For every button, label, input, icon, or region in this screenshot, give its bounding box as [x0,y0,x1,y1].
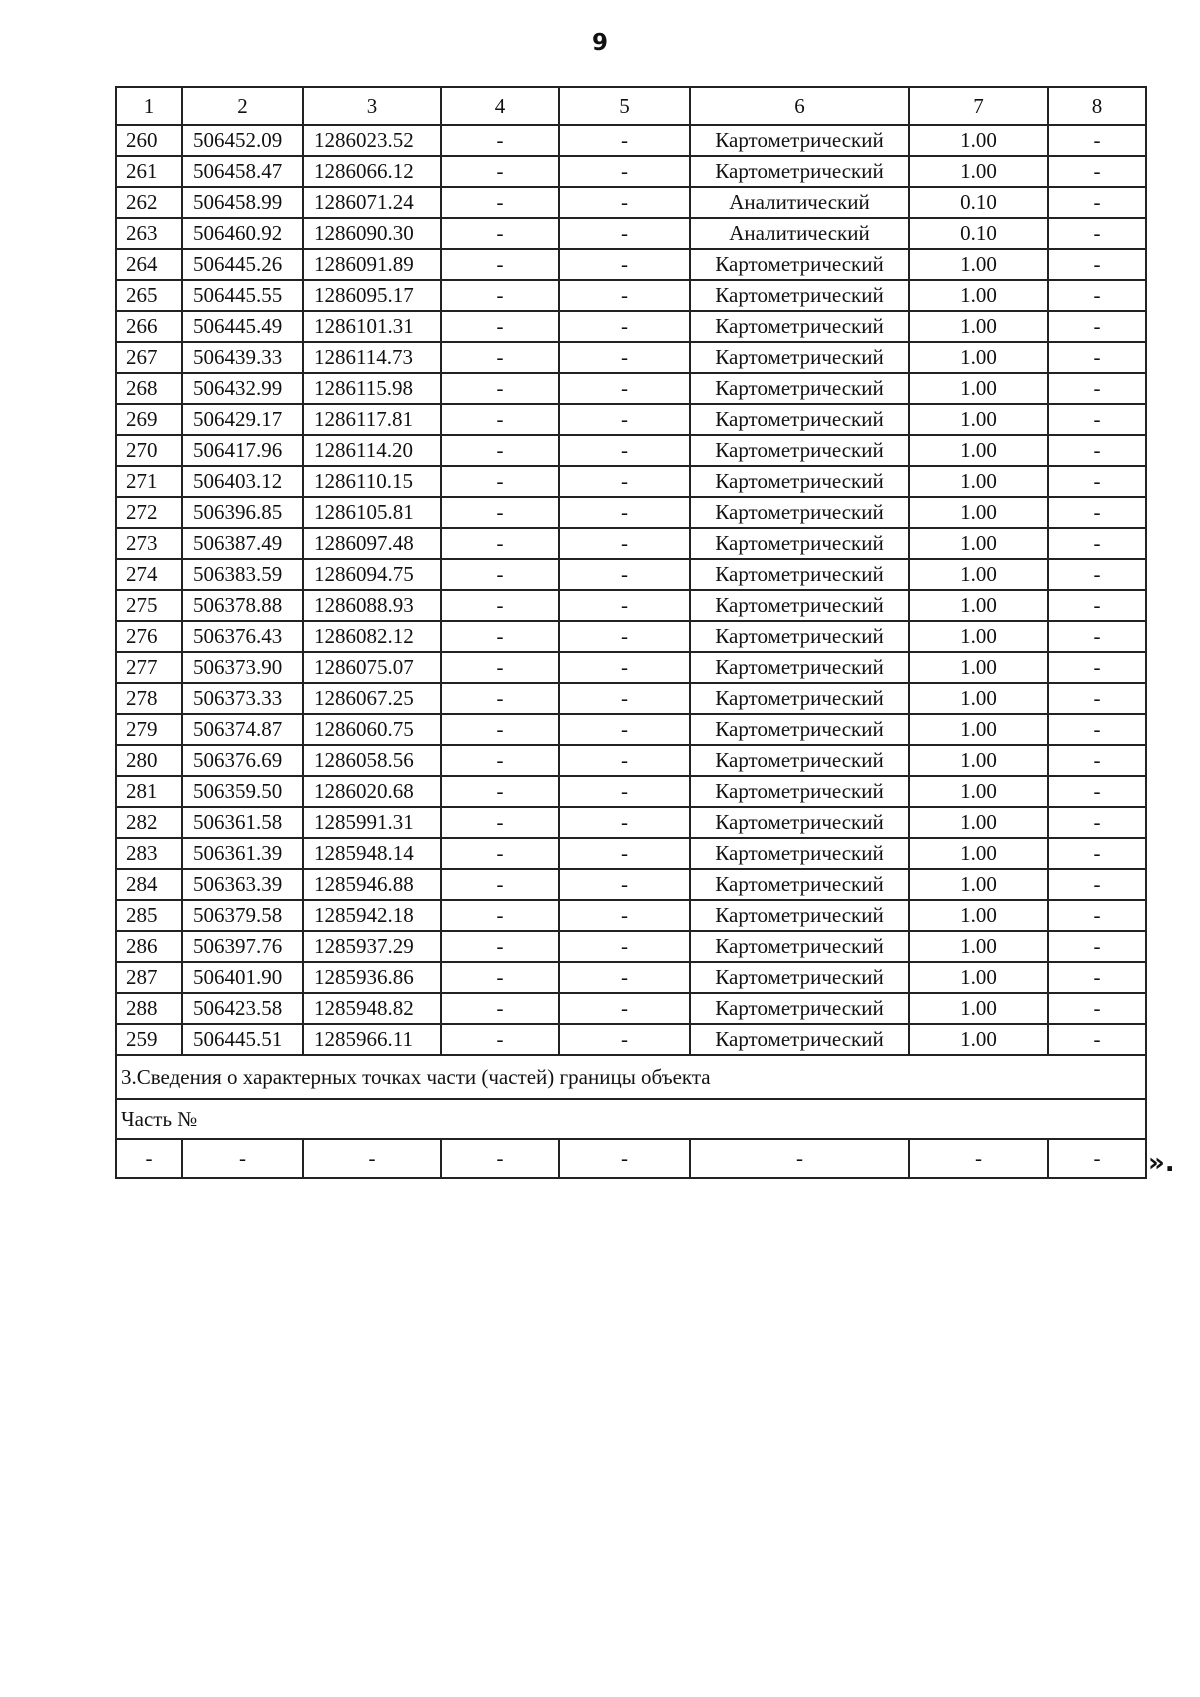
cell-accuracy: 0.10 [909,218,1048,249]
cell-point-number: 271 [116,466,182,497]
part-label: Часть № [116,1099,1146,1139]
cell-col-4: - [441,745,559,776]
cell-col-8: - [1048,156,1146,187]
cell-y-coordinate: 1286023.52 [303,125,441,156]
table-row [116,869,1146,900]
cell-y-coordinate: 1286090.30 [303,218,441,249]
cell-y-coordinate: 1286067.25 [303,683,441,714]
cell-y-coordinate: 1285991.31 [303,807,441,838]
cell-y-coordinate: 1286101.31 [303,311,441,342]
cell-col-5: - [559,590,690,621]
cell-method: Картометрический [690,900,909,931]
cell-point-number: 285 [116,900,182,931]
cell-col-4: - [441,993,559,1024]
column-header: 3 [303,87,441,125]
cell-col-8: - [1048,125,1146,156]
table-row [116,776,1146,807]
cell-method: Картометрический [690,125,909,156]
column-header: 7 [909,87,1048,125]
table-row [116,962,1146,993]
cell-method: Картометрический [690,156,909,187]
cell-col-8: - [1048,714,1146,745]
cell-col-8: - [1048,590,1146,621]
cell-col-4: - [441,962,559,993]
cell-method: Картометрический [690,745,909,776]
cell-col-8: - [1048,621,1146,652]
cell-col-5: - [559,683,690,714]
empty-cell: - [441,1139,559,1178]
cell-col-5: - [559,218,690,249]
cell-x-coordinate: 506417.96 [182,435,303,466]
cell-x-coordinate: 506445.51 [182,1024,303,1055]
cell-y-coordinate: 1285942.18 [303,900,441,931]
cell-y-coordinate: 1285948.82 [303,993,441,1024]
cell-accuracy: 1.00 [909,528,1048,559]
cell-col-5: - [559,342,690,373]
cell-method: Картометрический [690,714,909,745]
table-row [116,466,1146,497]
table-row [116,187,1146,218]
column-header: 5 [559,87,690,125]
cell-col-8: - [1048,311,1146,342]
cell-method: Картометрический [690,838,909,869]
cell-x-coordinate: 506445.49 [182,311,303,342]
cell-y-coordinate: 1286110.15 [303,466,441,497]
cell-accuracy: 1.00 [909,404,1048,435]
cell-col-5: - [559,745,690,776]
cell-col-5: - [559,435,690,466]
cell-x-coordinate: 506361.39 [182,838,303,869]
cell-y-coordinate: 1285936.86 [303,962,441,993]
cell-col-8: - [1048,683,1146,714]
cell-point-number: 286 [116,931,182,962]
cell-y-coordinate: 1285966.11 [303,1024,441,1055]
cell-accuracy: 1.00 [909,714,1048,745]
cell-col-5: - [559,900,690,931]
cell-method: Картометрический [690,373,909,404]
cell-method: Картометрический [690,683,909,714]
cell-point-number: 270 [116,435,182,466]
cell-point-number: 272 [116,497,182,528]
cell-x-coordinate: 506460.92 [182,218,303,249]
cell-accuracy: 1.00 [909,931,1048,962]
table-row [116,435,1146,466]
cell-col-8: - [1048,807,1146,838]
cell-col-5: - [559,869,690,900]
cell-col-5: - [559,776,690,807]
cell-point-number: 269 [116,404,182,435]
cell-col-5: - [559,466,690,497]
cell-x-coordinate: 506429.17 [182,404,303,435]
empty-row [116,1139,1146,1178]
cell-y-coordinate: 1286117.81 [303,404,441,435]
cell-method: Картометрический [690,807,909,838]
cell-col-8: - [1048,993,1146,1024]
cell-col-4: - [441,838,559,869]
cell-col-5: - [559,993,690,1024]
cell-x-coordinate: 506445.26 [182,249,303,280]
table-row [116,807,1146,838]
cell-y-coordinate: 1286115.98 [303,373,441,404]
part-row [116,1099,1146,1139]
cell-method: Картометрический [690,249,909,280]
cell-col-4: - [441,776,559,807]
cell-x-coordinate: 506378.88 [182,590,303,621]
table-row [116,342,1146,373]
cell-col-5: - [559,249,690,280]
cell-accuracy: 1.00 [909,373,1048,404]
cell-col-5: - [559,962,690,993]
cell-accuracy: 1.00 [909,776,1048,807]
cell-accuracy: 1.00 [909,559,1048,590]
cell-accuracy: 1.00 [909,652,1048,683]
cell-col-4: - [441,435,559,466]
cell-col-4: - [441,311,559,342]
empty-cell: - [559,1139,690,1178]
cell-col-8: - [1048,652,1146,683]
cell-point-number: 266 [116,311,182,342]
cell-col-4: - [441,249,559,280]
cell-method: Картометрический [690,528,909,559]
table-row [116,838,1146,869]
cell-method: Картометрический [690,311,909,342]
cell-y-coordinate: 1285946.88 [303,869,441,900]
cell-x-coordinate: 506373.90 [182,652,303,683]
cell-col-4: - [441,807,559,838]
cell-y-coordinate: 1286088.93 [303,590,441,621]
cell-point-number: 263 [116,218,182,249]
cell-x-coordinate: 506396.85 [182,497,303,528]
cell-col-8: - [1048,435,1146,466]
cell-x-coordinate: 506376.69 [182,745,303,776]
section-row [116,1055,1146,1099]
empty-cell: - [1048,1139,1146,1178]
cell-method: Картометрический [690,435,909,466]
cell-col-8: - [1048,900,1146,931]
table-row [116,1024,1146,1055]
cell-col-8: - [1048,962,1146,993]
cell-y-coordinate: 1285948.14 [303,838,441,869]
table-row [116,714,1146,745]
cell-accuracy: 1.00 [909,869,1048,900]
cell-col-4: - [441,342,559,373]
cell-col-4: - [441,373,559,404]
cell-col-8: - [1048,869,1146,900]
cell-x-coordinate: 506361.58 [182,807,303,838]
cell-col-5: - [559,559,690,590]
cell-col-8: - [1048,497,1146,528]
cell-accuracy: 1.00 [909,466,1048,497]
page-number: 9 [591,30,608,56]
table-row [116,559,1146,590]
cell-col-8: - [1048,280,1146,311]
cell-col-4: - [441,497,559,528]
cell-accuracy: 1.00 [909,962,1048,993]
cell-method: Аналитический [690,187,909,218]
cell-col-5: - [559,528,690,559]
cell-y-coordinate: 1286060.75 [303,714,441,745]
table-row [116,621,1146,652]
cell-method: Картометрический [690,466,909,497]
table-row [116,156,1146,187]
cell-x-coordinate: 506403.12 [182,466,303,497]
empty-cell: - [116,1139,182,1178]
cell-col-5: - [559,404,690,435]
cell-method: Картометрический [690,280,909,311]
cell-point-number: 282 [116,807,182,838]
cell-point-number: 261 [116,156,182,187]
cell-col-8: - [1048,1024,1146,1055]
cell-method: Картометрический [690,590,909,621]
cell-col-8: - [1048,745,1146,776]
column-header: 2 [182,87,303,125]
cell-y-coordinate: 1286066.12 [303,156,441,187]
cell-accuracy: 1.00 [909,683,1048,714]
cell-col-8: - [1048,838,1146,869]
cell-accuracy: 1.00 [909,280,1048,311]
cell-x-coordinate: 506432.99 [182,373,303,404]
cell-y-coordinate: 1286020.68 [303,776,441,807]
cell-col-5: - [559,125,690,156]
cell-col-8: - [1048,373,1146,404]
cell-y-coordinate: 1286097.48 [303,528,441,559]
cell-accuracy: 1.00 [909,838,1048,869]
cell-col-8: - [1048,342,1146,373]
table-row [116,590,1146,621]
cell-point-number: 284 [116,869,182,900]
cell-y-coordinate: 1286094.75 [303,559,441,590]
table-row [116,745,1146,776]
cell-col-8: - [1048,404,1146,435]
cell-col-4: - [441,280,559,311]
cell-y-coordinate: 1286114.20 [303,435,441,466]
cell-point-number: 260 [116,125,182,156]
cell-x-coordinate: 506458.99 [182,187,303,218]
cell-col-5: - [559,311,690,342]
cell-accuracy: 1.00 [909,156,1048,187]
table-row [116,652,1146,683]
cell-accuracy: 1.00 [909,807,1048,838]
cell-col-4: - [441,621,559,652]
cell-y-coordinate: 1286105.81 [303,497,441,528]
cell-accuracy: 1.00 [909,311,1048,342]
cell-col-4: - [441,931,559,962]
cell-point-number: 283 [116,838,182,869]
cell-col-8: - [1048,559,1146,590]
cell-x-coordinate: 506374.87 [182,714,303,745]
cell-point-number: 281 [116,776,182,807]
cell-col-4: - [441,404,559,435]
cell-y-coordinate: 1286091.89 [303,249,441,280]
cell-x-coordinate: 506376.43 [182,621,303,652]
cell-point-number: 280 [116,745,182,776]
cell-x-coordinate: 506373.33 [182,683,303,714]
coordinates-table [115,86,1147,1179]
cell-col-8: - [1048,249,1146,280]
cell-col-4: - [441,683,559,714]
cell-method: Картометрический [690,404,909,435]
cell-point-number: 274 [116,559,182,590]
cell-col-4: - [441,125,559,156]
cell-accuracy: 1.00 [909,590,1048,621]
cell-accuracy: 1.00 [909,342,1048,373]
table-row [116,404,1146,435]
cell-point-number: 276 [116,621,182,652]
cell-y-coordinate: 1285937.29 [303,931,441,962]
cell-y-coordinate: 1286075.07 [303,652,441,683]
cell-y-coordinate: 1286082.12 [303,621,441,652]
cell-col-5: - [559,1024,690,1055]
cell-x-coordinate: 506445.55 [182,280,303,311]
cell-x-coordinate: 506439.33 [182,342,303,373]
cell-method: Картометрический [690,497,909,528]
cell-col-5: - [559,807,690,838]
cell-col-5: - [559,714,690,745]
table-row [116,683,1146,714]
cell-col-4: - [441,714,559,745]
cell-y-coordinate: 1286095.17 [303,280,441,311]
cell-point-number: 259 [116,1024,182,1055]
cell-point-number: 275 [116,590,182,621]
column-header: 6 [690,87,909,125]
cell-col-4: - [441,900,559,931]
cell-col-4: - [441,187,559,218]
cell-point-number: 265 [116,280,182,311]
table-row [116,373,1146,404]
cell-accuracy: 1.00 [909,125,1048,156]
cell-accuracy: 1.00 [909,900,1048,931]
cell-y-coordinate: 1286071.24 [303,187,441,218]
cell-method: Картометрический [690,652,909,683]
cell-col-5: - [559,280,690,311]
cell-col-5: - [559,621,690,652]
cell-x-coordinate: 506401.90 [182,962,303,993]
cell-col-5: - [559,652,690,683]
cell-accuracy: 1.00 [909,621,1048,652]
cell-col-5: - [559,838,690,869]
cell-method: Картометрический [690,1024,909,1055]
cell-col-4: - [441,156,559,187]
cell-x-coordinate: 506359.50 [182,776,303,807]
cell-col-4: - [441,590,559,621]
empty-cell: - [303,1139,441,1178]
closing-quote: ». [1148,1148,1175,1178]
cell-point-number: 262 [116,187,182,218]
cell-accuracy: 1.00 [909,497,1048,528]
cell-method: Картометрический [690,869,909,900]
cell-accuracy: 1.00 [909,435,1048,466]
table-row [116,528,1146,559]
cell-col-4: - [441,466,559,497]
cell-col-8: - [1048,931,1146,962]
column-header: 8 [1048,87,1146,125]
cell-point-number: 264 [116,249,182,280]
table-row [116,125,1146,156]
table-header-row [116,87,1146,125]
table-row [116,931,1146,962]
cell-col-4: - [441,559,559,590]
table-row [116,280,1146,311]
table-row [116,497,1146,528]
cell-point-number: 278 [116,683,182,714]
cell-method: Картометрический [690,776,909,807]
cell-point-number: 273 [116,528,182,559]
table-row [116,249,1146,280]
cell-x-coordinate: 506458.47 [182,156,303,187]
table-body [116,87,1146,1178]
empty-cell: - [182,1139,303,1178]
cell-x-coordinate: 506452.09 [182,125,303,156]
cell-point-number: 279 [116,714,182,745]
cell-x-coordinate: 506387.49 [182,528,303,559]
cell-accuracy: 1.00 [909,249,1048,280]
cell-point-number: 277 [116,652,182,683]
cell-point-number: 267 [116,342,182,373]
empty-cell: - [909,1139,1048,1178]
cell-method: Картометрический [690,342,909,373]
cell-method: Картометрический [690,962,909,993]
cell-x-coordinate: 506363.39 [182,869,303,900]
cell-accuracy: 1.00 [909,1024,1048,1055]
cell-col-4: - [441,1024,559,1055]
cell-col-5: - [559,187,690,218]
cell-accuracy: 1.00 [909,993,1048,1024]
table-row [116,218,1146,249]
column-header: 4 [441,87,559,125]
section-heading: 3.Сведения о характерных точках части (частей) границы объекта [116,1055,1146,1099]
cell-y-coordinate: 1286114.73 [303,342,441,373]
cell-col-5: - [559,156,690,187]
cell-x-coordinate: 506383.59 [182,559,303,590]
cell-col-4: - [441,652,559,683]
cell-accuracy: 1.00 [909,745,1048,776]
cell-point-number: 287 [116,962,182,993]
cell-col-5: - [559,497,690,528]
cell-col-8: - [1048,466,1146,497]
cell-method: Картометрический [690,993,909,1024]
cell-accuracy: 0.10 [909,187,1048,218]
cell-method: Картометрический [690,931,909,962]
cell-x-coordinate: 506397.76 [182,931,303,962]
cell-col-8: - [1048,187,1146,218]
table-row [116,993,1146,1024]
cell-method: Картометрический [690,621,909,652]
cell-x-coordinate: 506379.58 [182,900,303,931]
cell-point-number: 268 [116,373,182,404]
cell-col-4: - [441,528,559,559]
cell-method: Картометрический [690,559,909,590]
cell-y-coordinate: 1286058.56 [303,745,441,776]
cell-col-8: - [1048,218,1146,249]
table-row [116,900,1146,931]
cell-x-coordinate: 506423.58 [182,993,303,1024]
cell-col-5: - [559,931,690,962]
column-header: 1 [116,87,182,125]
cell-col-8: - [1048,776,1146,807]
table-row [116,311,1146,342]
cell-col-4: - [441,869,559,900]
empty-cell: - [690,1139,909,1178]
cell-point-number: 288 [116,993,182,1024]
cell-col-4: - [441,218,559,249]
cell-col-8: - [1048,528,1146,559]
cell-col-5: - [559,373,690,404]
cell-method: Аналитический [690,218,909,249]
